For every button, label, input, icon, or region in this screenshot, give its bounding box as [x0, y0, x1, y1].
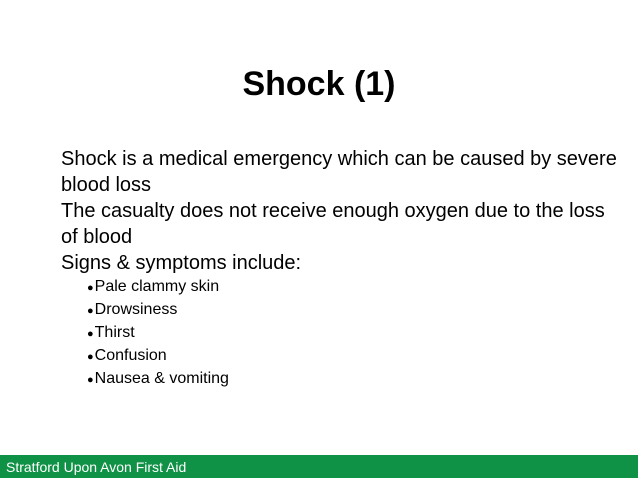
list-item	[87, 345, 621, 368]
symptom-list	[61, 276, 621, 391]
list-item	[87, 368, 621, 391]
list-item	[87, 299, 621, 322]
bullet-icon: ●	[87, 351, 94, 363]
list-item-label: Drowsiness	[94, 301, 178, 318]
bullet-icon: ●	[87, 282, 94, 294]
paragraph-signs-heading: Signs & symptoms include:	[61, 252, 302, 274]
slide-body	[61, 146, 621, 391]
footer-bar	[0, 455, 638, 478]
list-item	[87, 322, 621, 345]
slide-title: Shock (1)	[242, 65, 396, 103]
footer-text: Stratford Upon Avon First Aid	[6, 459, 187, 475]
list-item-label: Confusion	[94, 347, 167, 364]
paragraph-cause: The casualty does not receive enough oxygen due to the loss of blood	[61, 200, 605, 248]
bullet-icon: ●	[87, 305, 94, 317]
list-item-label: Thirst	[94, 324, 135, 341]
bullet-icon: ●	[87, 374, 94, 386]
list-item-label: Pale clammy skin	[94, 278, 220, 295]
list-item	[87, 276, 621, 299]
list-item-label: Nausea & vomiting	[94, 370, 229, 387]
bullet-icon: ●	[87, 328, 94, 340]
paragraph-definition: Shock is a medical emergency which can be caused by severe blood loss	[61, 148, 617, 196]
